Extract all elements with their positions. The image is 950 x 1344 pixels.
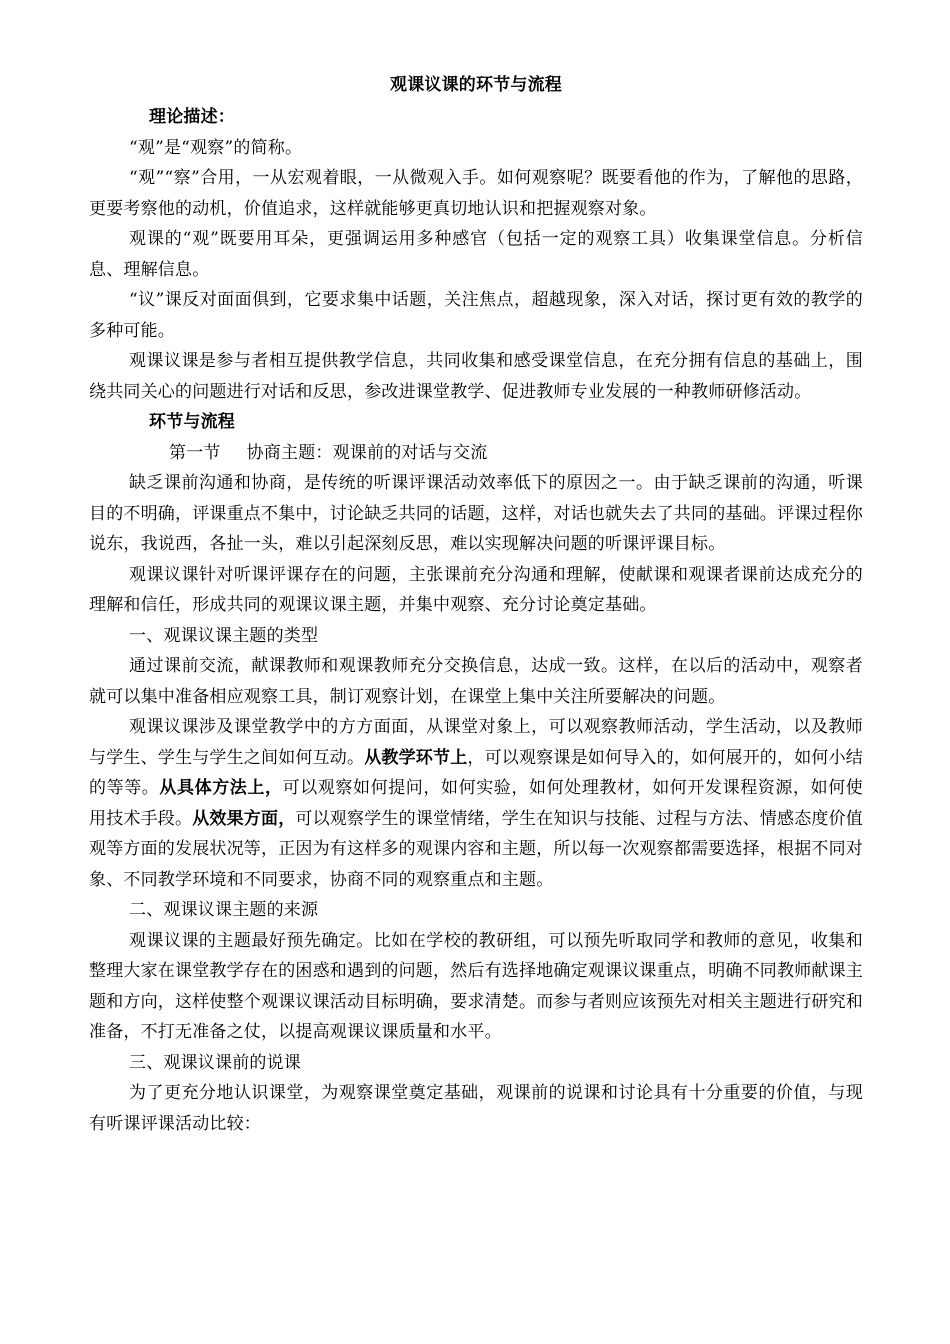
section-heading: [89, 438, 863, 469]
paragraph: 观课议课是参与者相互提供教学信息，共同收集和感受课堂信息，在充分拥有信息的基础上，围绕共同关心的问题进行对话和反思，参改进课堂教学、促进教师专业发展的一种教师研修活动。: [89, 351, 863, 402]
paragraph: “观”“察”合用，一从宏观着眼，一从微观入手。如何观察呢？既要看他的作为，了解他的思路，更要考察他的动机，价值追求，这样就能够更真切地认识和把握观察对象。: [89, 168, 863, 219]
heading-theory: 理论描述：: [149, 107, 235, 127]
section-title: 协商主题：观课前的对话与交流: [246, 442, 488, 463]
subheading: 三、观课议课前的说课: [129, 1052, 301, 1073]
document-title: 观课议课的环节与流程: [390, 75, 562, 95]
subheading: 一、观课议课主题的类型: [129, 625, 319, 646]
text-span: ，可以观察课是如何导入的，如何展开的，如何小结的等等。: [89, 747, 864, 798]
paragraph: 观课的“观”既要用耳朵，更强调运用多种感官（包括一定的观察工具）收集课堂信息。分析信息、理解信息。: [89, 229, 863, 280]
bold-span: 从效果方面，: [192, 808, 296, 829]
paragraph: 为了更充分地认识课堂，为观察课堂奠定基础，观课前的说课和讨论具有十分重要的价值，与现有听课评课活动比较：: [89, 1083, 863, 1134]
paragraph-mixed: [89, 712, 863, 895]
paragraph: “观”是“观察”的简称。: [129, 137, 303, 158]
text-span: 可以观察学生的课堂情绪，学生在知识与技能、过程与方法、情感态度价值观等方面的发展状况等，正因为有这样多的观课内容和主题，所以每一次观察都需要选择，根据不同对象、不同教学环境和不同要求，协商不同的观察重点和主题。: [89, 808, 864, 890]
paragraph: 缺乏课前沟通和协商，是传统的听课评课活动效率低下的原因之一。由于缺乏课前的沟通，听课目的不明确，评课重点不集中，讨论缺乏共同的话题，这样，对话也就失去了共同的基础。评课过程你说东，我说西，各扯一头，难以引起深刻反思，难以实现解决问题的听课评课目标。: [89, 473, 863, 554]
text-span: 可以观察如何提问，如何实验，如何处理教材，如何开发课程资源，如何使用技术手段。: [89, 778, 863, 829]
paragraph: 通过课前交流，献课教师和观课教师充分交换信息，达成一致。这样，在以后的活动中，观察者就可以集中准备相应观察工具，制订观察计划，在课堂上集中关注所要解决的问题。: [89, 656, 863, 707]
text-span: 观课议课涉及课堂教学中的方方面面，从课堂对象上，可以观察教师活动，学生活动，以及教师与学生、学生与学生之间如何互动。: [89, 717, 863, 768]
paragraph: 观课议课的主题最好预先确定。比如在学校的教研组，可以预先听取同学和教师的意见，收集和整理大家在课堂教学存在的困惑和遇到的问题，然后有选择地确定观课议课重点，明确不同教师献课主题和方向，这样使整个观课议课活动目标明确，要求清楚。而参与者则应该预先对相关主题进行研究和准备，不打无准备之仗，以提高观课议课质量和水平。: [89, 930, 863, 1042]
bold-span: 从具体方法上，: [159, 778, 283, 798]
subheading: 二、观课议课主题的来源: [129, 900, 319, 920]
document-page: [89, 70, 863, 1139]
paragraph: 观课议课针对听课评课存在的问题，主张课前充分沟通和理解，使献课和观课者课前达成充分的理解和信任，形成共同的观课议课主题，并集中观察、充分讨论奠定基础。: [89, 564, 863, 615]
section-number: 第一节: [169, 442, 221, 463]
paragraph: “议”课反对面面俱到，它要求集中话题，关注焦点，超越现象，深入对话，探讨更有效的教学的多种可能。: [89, 290, 863, 341]
bold-span: 从教学环节上: [364, 747, 468, 768]
heading-process: 环节与流程: [149, 412, 235, 432]
